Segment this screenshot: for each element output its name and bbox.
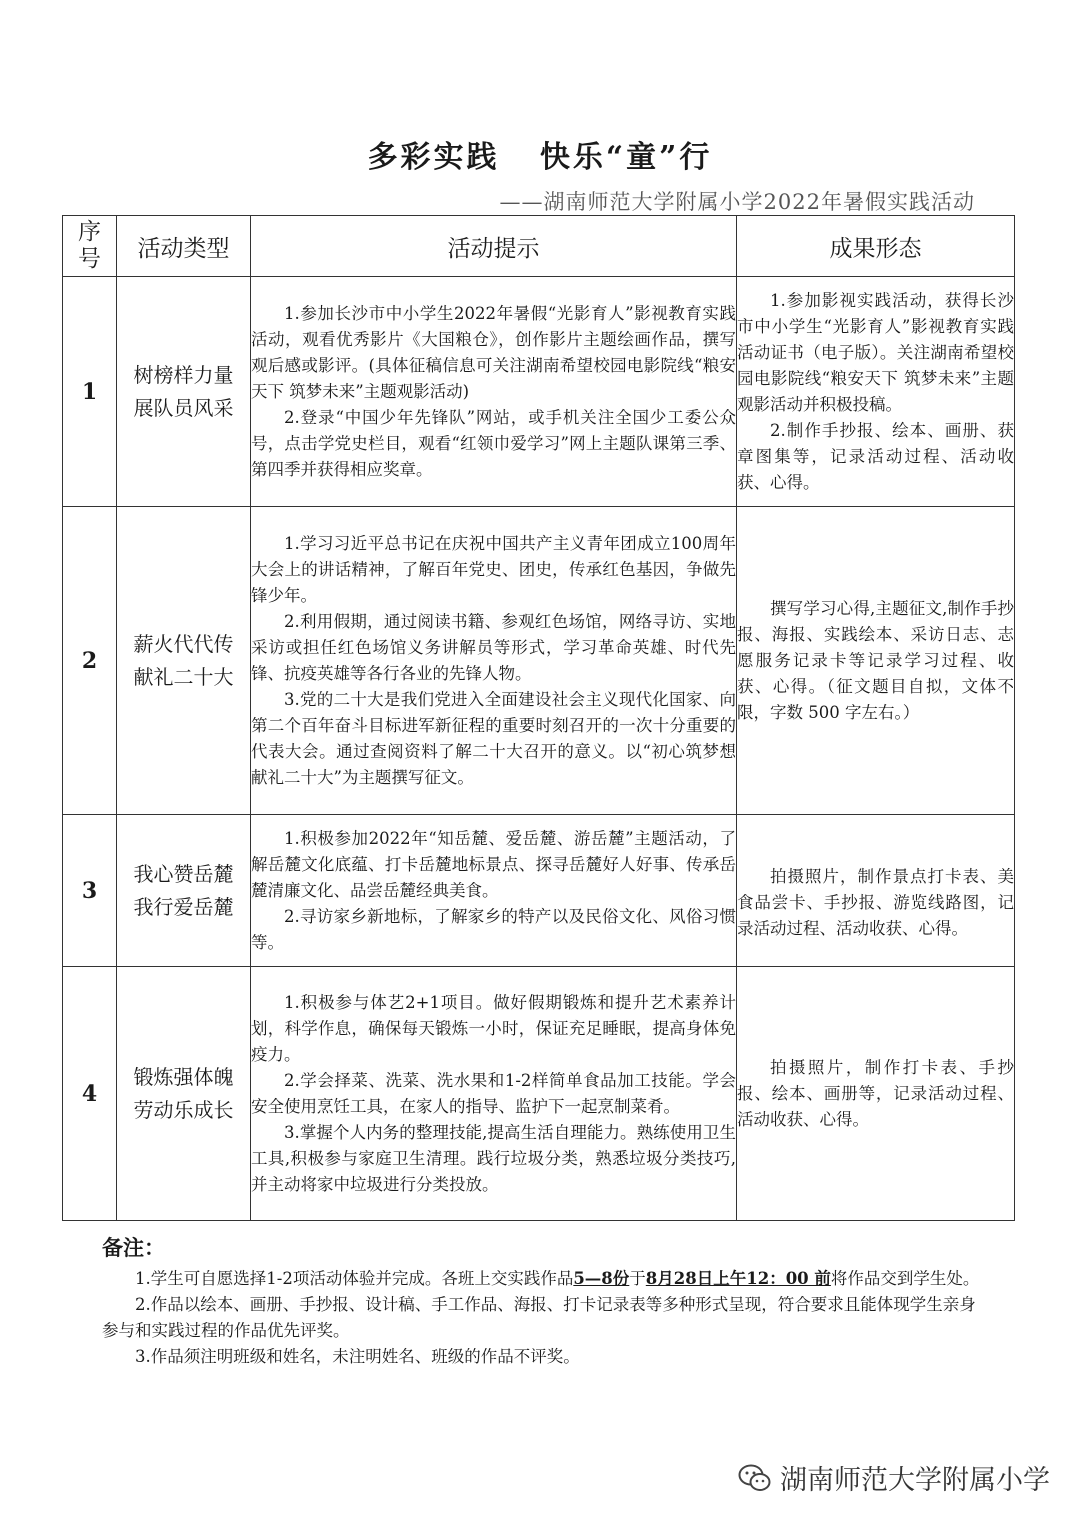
notes-section <box>102 1232 982 1370</box>
hint-paragraph: 2.学会择菜、洗菜、洗水果和1-2样简单食品加工技能。学会安全使用烹饪工具，在家人的指导、监护下一起烹制菜肴。 <box>251 1070 736 1116</box>
note-text: 于 <box>629 1269 646 1288</box>
hint-paragraph: 1.学习习近平总书记在庆祝中国共产主义青年团成立100周年大会上的讲话精神，了解百年党史、团史，传承红色基因，争做先锋少年。 <box>251 533 736 605</box>
activity-result <box>737 967 1015 1221</box>
header-no <box>63 216 117 277</box>
result-paragraph: 拍摄照片，制作打卡表、手抄报、绘本、画册等，记录活动过程、活动收获、心得。 <box>737 1057 1014 1129</box>
row-number: 4 <box>63 967 117 1221</box>
activity-type-line: 我行爱岳麓 <box>133 894 234 919</box>
result-paragraph: 拍摄照片，制作景点打卡表、美食品尝卡、手抄报、游览线路图，记录活动过程、活动收获、心得。 <box>737 866 1014 938</box>
activity-type-line: 献礼二十大 <box>133 664 234 689</box>
hint-paragraph: 1.积极参与体艺2+1项目。做好假期锻炼和提升艺术素养计划，科学作息，确保每天锻炼一小时，保证充足睡眠，提高身体免疫力。 <box>251 992 736 1064</box>
activity-type-line: 薪火代代传 <box>133 631 234 656</box>
activity-result <box>737 815 1015 967</box>
note-text: 1.学生可自愿选择1-2项活动体验并完成。各班上交实践作品 <box>135 1269 574 1288</box>
activity-type <box>117 507 251 815</box>
table-row <box>63 815 1015 967</box>
result-paragraph: 撰写学习心得,主题征文,制作手抄报、海报、实践绘本、采访日志、志愿服务记录卡等记录学习过程、收获、心得。（征文题目自拟，文体不限，字数 500 字左右。） <box>737 598 1014 722</box>
note-item: 2.作品以绘本、画册、手抄报、设计稿、手工作品、海报、打卡记录表等多种形式呈现，符合要求且能体现学生亲身参与和实践过程的作品优先评奖。 <box>102 1295 976 1340</box>
activity-hint <box>251 277 737 507</box>
activity-type-line: 锻炼强体魄 <box>133 1064 234 1089</box>
header-result: 成果形态 <box>737 216 1015 277</box>
header-hint: 活动提示 <box>251 216 737 277</box>
hint-paragraph: 1.积极参加2022年“知岳麓、爱岳麓、游岳麓”主题活动，了解岳麓文化底蕴、打卡岳麓地标景点、探寻岳麓好人好事、传承岳麓清廉文化、品尝岳麓经典美食。 <box>251 828 736 900</box>
activity-hint <box>251 815 737 967</box>
table-row <box>63 967 1015 1221</box>
activity-type-line: 劳动乐成长 <box>133 1097 234 1122</box>
row-number: 2 <box>63 507 117 815</box>
table-row <box>63 277 1015 507</box>
activity-result <box>737 507 1015 815</box>
activity-type <box>117 815 251 967</box>
hint-paragraph: 3.党的二十大是我们党进入全面建设社会主义现代化国家、向第二个百年奋斗目标进军新征程的重要时刻召开的一次十分重要的代表大会。通过查阅资料了解二十大召开的意义。以“初心筑梦想 献礼二十大”为主题撰写征文。 <box>251 689 736 787</box>
watermark-text: 湖南师范大学附属小学 <box>780 1465 1050 1496</box>
header-no-line1: 序 <box>78 219 101 245</box>
row-number: 1 <box>63 277 117 507</box>
hint-paragraph: 2.利用假期，通过阅读书籍、参观红色场馆，网络寻访、实地采访或担任红色场馆义务讲解员等形式，学习革命英雄、时代先锋、抗疫英雄等各行各业的先锋人物。 <box>251 611 736 683</box>
note-item: 3.作品须注明班级和姓名，未注明姓名、班级的作品不评奖。 <box>135 1347 580 1366</box>
hint-paragraph: 2.寻访家乡新地标，了解家乡的特产以及民俗文化、风俗习惯等。 <box>251 906 736 952</box>
note-quantity: 5—8份 <box>573 1269 630 1288</box>
note-deadline: 8月28日上午12：00 前 <box>645 1269 831 1288</box>
activity-type-line: 树榜样力量 <box>133 362 234 387</box>
hint-paragraph: 3.掌握个人内务的整理技能,提高生活自理能力。熟练使用卫生工具,积极参与家庭卫生清理。践行垃圾分类，熟悉垃圾分类技巧,并主动将家中垃圾进行分类投放。 <box>251 1122 736 1194</box>
hint-paragraph: 1.参加长沙市中小学生2022年暑假“光影育人”影视教育实践活动，观看优秀影片《大国粮仓》，创作影片主题绘画作品，撰写观后感或影评。(具体征稿信息可关注湖南希望校园电影院线“粮安天下 筑梦未来”主题观影活动) <box>251 303 736 401</box>
wechat-icon <box>738 1463 772 1493</box>
activity-hint <box>251 967 737 1221</box>
activity-result <box>737 277 1015 507</box>
activity-table <box>62 215 1015 1221</box>
watermark <box>738 1458 1050 1497</box>
activity-type-line: 展队员风采 <box>133 395 234 420</box>
table-header-row <box>63 216 1015 277</box>
header-type: 活动类型 <box>117 216 251 277</box>
document-subtitle: ——湖南师范大学附属小学2022年暑假实践活动 <box>499 190 975 214</box>
header-no-line2: 号 <box>78 246 101 272</box>
note-text: 将作品交到学生处。 <box>830 1269 980 1288</box>
table-row <box>63 507 1015 815</box>
note-item <box>102 1266 982 1292</box>
result-paragraph: 1.参加影视实践活动，获得长沙市中小学生“光影育人”影视教育实践活动证书（电子版）。关注湖南希望校园电影院线“粮安天下 筑梦未来”主题观影活动并积极投稿。 <box>737 290 1014 414</box>
result-paragraph: 2.制作手抄报、绘本、画册、获章图集等，记录活动过程、活动收获、心得。 <box>737 420 1014 492</box>
activity-type-line: 我心赞岳麓 <box>133 861 234 886</box>
hint-paragraph: 2.登录“中国少年先锋队”网站，或手机关注全国少工委公众号，点击学党史栏目，观看“红领巾爱学习”网上主题队课第三季、第四季并获得相应奖章。 <box>251 407 736 479</box>
document-title: 多彩实践 快乐“童”行 <box>367 140 713 175</box>
activity-type <box>117 277 251 507</box>
activity-hint <box>251 507 737 815</box>
activity-type <box>117 967 251 1221</box>
notes-title: 备注： <box>102 1235 165 1260</box>
row-number: 3 <box>63 815 117 967</box>
